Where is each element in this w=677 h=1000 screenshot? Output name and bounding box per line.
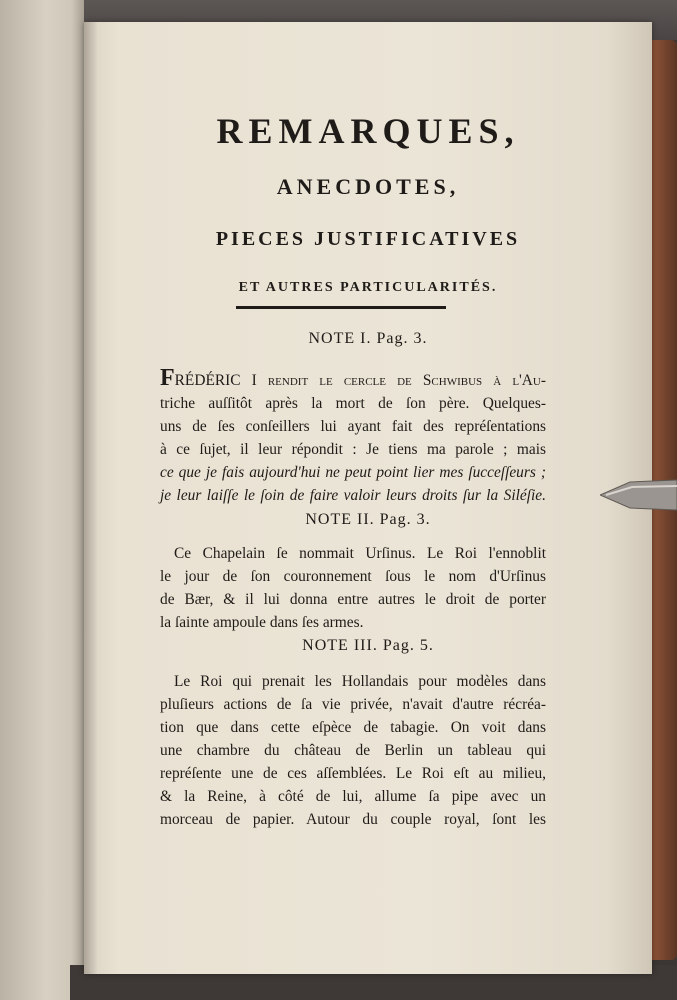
note-2-text (160, 542, 546, 634)
spine-shadow (84, 22, 98, 974)
book-page (84, 22, 652, 974)
note-1-text (160, 367, 546, 507)
metal-page-marker (600, 478, 677, 512)
note-1-line: à ce ſujet, il leur répondit : Je tiens ma parole ; mais (160, 441, 546, 458)
note-1-line: FRÉDÉRIC I rendit le cercle de Schwibus à l'Au- (160, 365, 546, 391)
left-page-edge (0, 0, 84, 1000)
note-2-line: de Bær, & il lui donna entre autres le droit de porter (160, 591, 546, 608)
note-3-line: repréſente une de ces aſſemblées. Le Roi eſt au milieu, (160, 765, 546, 782)
note-1-heading: NOTE I. Pag. 3. (308, 330, 428, 347)
note-2-line: Ce Chapelain ſe nommait Urſinus. Le Roi l'ennoblit (174, 545, 546, 562)
note-3-line: une chambre du château de Berlin un tableau qui (160, 742, 546, 759)
subtitle-pieces: PIECES JUSTIFICATIVES (215, 228, 521, 250)
note-3-line: & la Reine, à côté de lui, allume ſa pipe avec un (160, 788, 546, 805)
note-2-line: le jour de ſon couronnement ſous le nom d'Urſinus (160, 568, 546, 585)
note-3-line: morceau de papier. Autour du couple royal, ſont les (160, 811, 546, 828)
page-title: REMARQUES, (216, 111, 520, 151)
note-1-line: uns de ſes conſeillers lui ayant fait des repréſentations (160, 418, 546, 435)
note-1-line: triche auſſitôt après la mort de ſon père. Quelques- (160, 395, 546, 412)
note-3-line: tion que dans cette eſpèce de tabagie. On voit dans (160, 719, 546, 736)
note-1-line: je leur laiſſe le ſoin de faire valoir leurs droits ſur la Siléſie. (160, 487, 546, 504)
note-3-text (160, 670, 546, 831)
subtitle-anecdotes: ANECDOTES, (276, 174, 460, 199)
note-3-line: Le Roi qui prenait les Hollandais pour modèles dans (174, 673, 546, 690)
note-3-heading: NOTE III. Pag. 5. (302, 637, 434, 654)
note-3-line: pluſieurs actions de ſa vie privée, n'avait d'autre récréa- (160, 696, 546, 713)
note-1-dropcap: F (160, 365, 175, 391)
title-rule (236, 306, 446, 309)
note-1-line: ce que je fais aujourd'hui ne peut point lier mes ſucceſſeurs ; (160, 464, 546, 481)
note-2-heading: NOTE II. Pag. 3. (305, 511, 431, 528)
note-2-line: la ſainte ampoule dans ſes armes. (160, 614, 364, 631)
subtitle-particularites: ET AUTRES PARTICULARITÉS. (238, 280, 498, 295)
